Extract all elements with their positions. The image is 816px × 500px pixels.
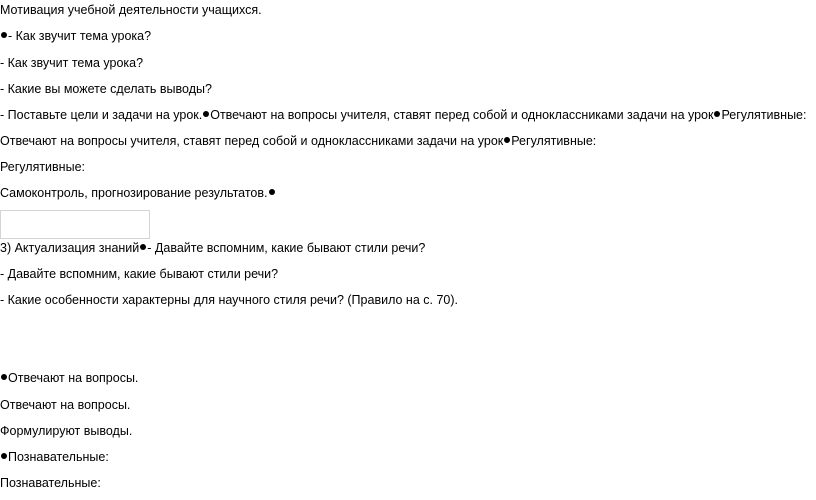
scientific-style-question: - Какие особенности характерны для научного стиля речи? (Правило на с. 70). [0,293,458,307]
answers-bulleted [0,370,138,386]
regulatory-label: Регулятивные: [0,160,85,174]
text-segment: Самоконтроль, прогнозирование результатов. [0,186,268,200]
self-control-line [0,185,276,201]
question-conclusions: - Какие вы можете сделать выводы? [0,82,212,96]
text-segment: Регулятивные: [721,108,807,122]
actualization-line [0,240,425,256]
text-segment: Познавательные: [8,450,109,464]
text-segment: 3) Актуализация знаний [0,241,140,255]
bullet-icon [504,137,510,143]
bullet-icon [1,374,7,380]
text-segment: - Поставьте цели и задачи на урок. [0,108,203,122]
bullet-icon [1,453,7,459]
bullet-icon [203,111,209,117]
bullet-icon [1,32,7,38]
bullet-icon [269,189,275,195]
speech-styles-question: - Давайте вспомним, какие бывают стили речи? [0,267,279,281]
bullet-icon [714,111,720,117]
text-segment: Отвечают на вопросы учителя, ставят перед собой и одноклассниками задачи на урок [0,134,504,148]
question-topic-bulleted [0,28,151,44]
text-segment: - Как звучит тема урока? [8,29,152,43]
conclusions-line: Формулируют выводы. [0,424,133,438]
question-topic: - Как звучит тема урока? [0,56,144,70]
motivation-heading: Мотивация учебной деятельности учащихся. [0,3,262,17]
goals-line [0,107,806,123]
bullet-icon [140,244,146,250]
text-segment: Отвечают на вопросы. [8,371,139,385]
cognitive-label: Познавательные: [0,476,101,490]
answers-plain: Отвечают на вопросы. [0,398,131,412]
answers-line [0,133,596,149]
cognitive-bulleted [0,449,109,465]
empty-text-box [0,210,150,239]
text-segment: Регулятивные: [511,134,597,148]
text-segment: - Давайте вспомним, какие бывают стили речи? [147,241,426,255]
text-segment: Отвечают на вопросы учителя, ставят перед собой и одноклассниками задачи на урок [210,108,714,122]
